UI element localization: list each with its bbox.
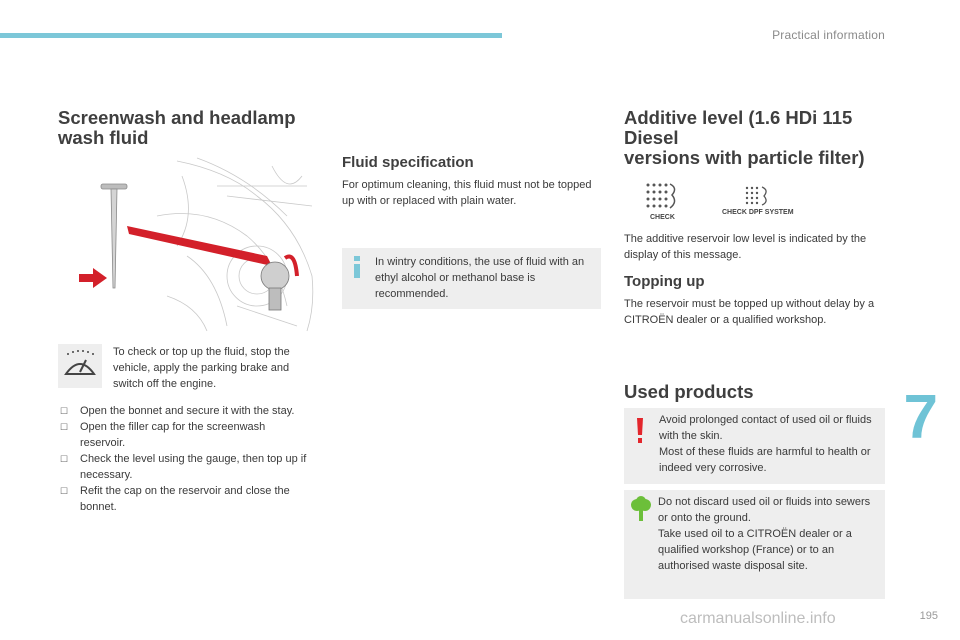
- list-item: ☐ Open the filler cap for the screenwash reservoir.: [60, 419, 310, 451]
- check-instructions: To check or top up the fluid, stop the vehicle, apply the parking brake and switch off the engine.: [113, 346, 290, 390]
- chapter-number: 7: [903, 383, 938, 452]
- screenwash-title-line2: wash fluid: [58, 127, 149, 148]
- dipstick-gauge: [101, 184, 127, 288]
- warning-text-2: Most of these fluids are harmful to health or indeed very corrosive.: [659, 446, 871, 474]
- section-title: Practical information: [772, 28, 885, 42]
- washer-icon: [58, 344, 102, 388]
- environment-note: [624, 490, 885, 599]
- env-text-1: Do not discard used oil or fluids into sewers or onto the ground.: [658, 496, 871, 524]
- list-item: ☐ Check the level using the gauge, then top up if necessary.: [60, 451, 310, 483]
- additive-title-line2: versions with particle filter): [624, 147, 865, 168]
- dpf-system-icon: [742, 184, 774, 208]
- warning-note: [624, 408, 885, 484]
- warning-icon: [636, 418, 644, 444]
- additive-text: The additive reservoir low level is indicated by the display of this message.: [624, 233, 867, 261]
- fluid-spec-title: Fluid specification: [342, 154, 474, 171]
- fluid-spec-text: For optimum cleaning, this fluid must not be topped up with or replaced with plain water.: [342, 179, 592, 207]
- screenwash-title: [58, 108, 328, 148]
- tree-icon: [630, 496, 652, 522]
- info-note: [342, 248, 601, 309]
- dpf-icon-label: CHECK: [650, 214, 675, 221]
- additive-title-line1: Additive level (1.6 HDi 115 Diesel: [624, 107, 853, 148]
- list-item: ☐ Open the bonnet and secure it with the stay.: [60, 403, 310, 419]
- list-item: ☐ Refit the cap on the reservoir and close the bonnet.: [60, 483, 310, 515]
- screenwash-title-line1: Screenwash and headlamp: [58, 107, 296, 128]
- reservoir-cap: [261, 262, 289, 310]
- top-accent-bar: [0, 33, 502, 38]
- info-icon: [350, 256, 364, 278]
- topping-up-title: Topping up: [624, 273, 705, 290]
- watermark: carmanualsonline.info: [680, 610, 836, 627]
- used-products-title: Used products: [624, 381, 754, 402]
- page-number: 195: [919, 610, 938, 622]
- dpf-warning-icon: [640, 180, 682, 214]
- pointer-arrow: [127, 226, 272, 266]
- engine-illustration: [57, 156, 319, 332]
- topping-up-text: The reservoir must be topped up without delay by a CITROËN dealer or a qualified workshop.: [624, 298, 875, 326]
- warning-text-1: Avoid prolonged contact of used oil or fluids with the skin.: [659, 414, 872, 442]
- level-arrow: [79, 268, 107, 288]
- dpf-system-label: CHECK DPF SYSTEM: [722, 209, 794, 216]
- info-note-text: In wintry conditions, the use of fluid with an ethyl alcohol or methanol base is recommended.: [375, 256, 585, 300]
- env-text-2: Take used oil to a CITROËN dealer or a qualified workshop (France) or to an authorised waste disposal site.: [658, 528, 852, 572]
- additive-title: [624, 108, 904, 168]
- steps-list: [60, 403, 310, 515]
